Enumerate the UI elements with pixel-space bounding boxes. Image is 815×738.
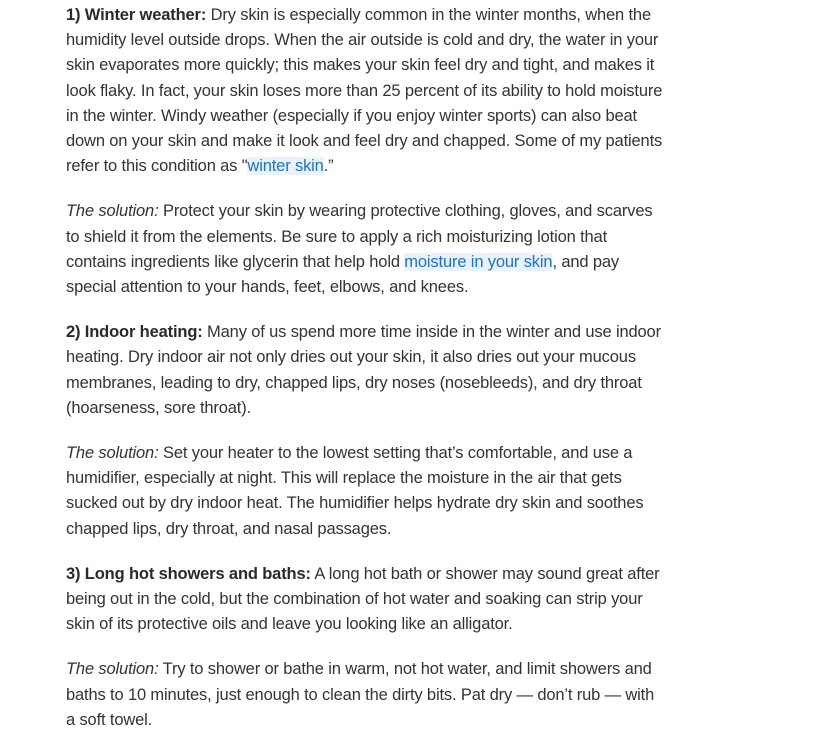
paragraph-solution-showers: [66, 657, 666, 733]
paragraph-text: A long hot bath or shower may sound great after being out in the cold, but the combination of hot water and soaking can strip your skin of its protective oils and leave you looking like an alligator.: [66, 564, 660, 634]
solution-label: The solution:: [66, 202, 159, 221]
paragraph-text: Many of us spend more time inside in the winter and use indoor heating. Dry indoor air not only dries out your skin, it also dries out your mucous membranes, leading to dry, chapped lips, dry noses (nosebleeds), and dry throat (hoarseness, sore throat).: [66, 323, 661, 417]
paragraph-text: Dry skin is especially common in the winter months, when the humidity level outside drops. When the air outside is cold and dry, the water in your skin evaporates more quickly; this makes your skin feel dry and tight, and makes it look flaky. In fact, your skin loses more than 25 percent of its ability to hold moisture in the winter. Windy weather (especially if you enjoy winter sports) can also beat down on your skin and make it look and feel dry and chapped. Some of my patients refer to this condition as ": [66, 6, 663, 176]
winter-skin-link[interactable]: winter skin: [247, 157, 324, 176]
paragraph-indoor-heating: [66, 320, 666, 421]
paragraph-solution-heating: [66, 441, 666, 542]
paragraph-heading: 1) Winter weather:: [66, 6, 207, 24]
paragraph-hot-showers: [66, 562, 666, 638]
paragraph-text: Protect your skin by wearing protective clothing, gloves, and scarves to shield it from the elements. Be sure to apply a rich moisturizing lotion that contains ingredients like glycerin that help hold: [66, 202, 653, 271]
solution-label: The solution:: [66, 660, 159, 679]
paragraph-solution-winter: [66, 199, 666, 300]
solution-label: The solution:: [66, 444, 159, 463]
paragraph-text: Set your heater to the lowest setting that’s comfortable, and use a humidifier, especially at night. This will replace the moisture in the air that gets sucked out by dry indoor heat. The humidifier helps hydrate dry skin and soothes chapped lips, dry throat, and nasal passages.: [66, 444, 644, 538]
paragraph-text: Try to shower or bathe in warm, not hot water, and limit showers and baths to 10 minutes, just enough to clean the dirty bits. Pat dry — don’t rub — with a soft towel.: [66, 660, 655, 729]
paragraph-heading: 3) Long hot showers and baths:: [66, 564, 311, 583]
paragraph-heading: 2) Indoor heating:: [66, 323, 203, 342]
moisture-in-your-skin-link[interactable]: moisture in your skin: [404, 252, 553, 271]
paragraph-text-end: .”: [323, 157, 334, 176]
paragraph-winter-weather: [66, 3, 666, 179]
article-body: [66, 3, 666, 733]
paragraph-text-end: , and pay special attention to your hands, feet, elbows, and knees.: [66, 252, 619, 297]
